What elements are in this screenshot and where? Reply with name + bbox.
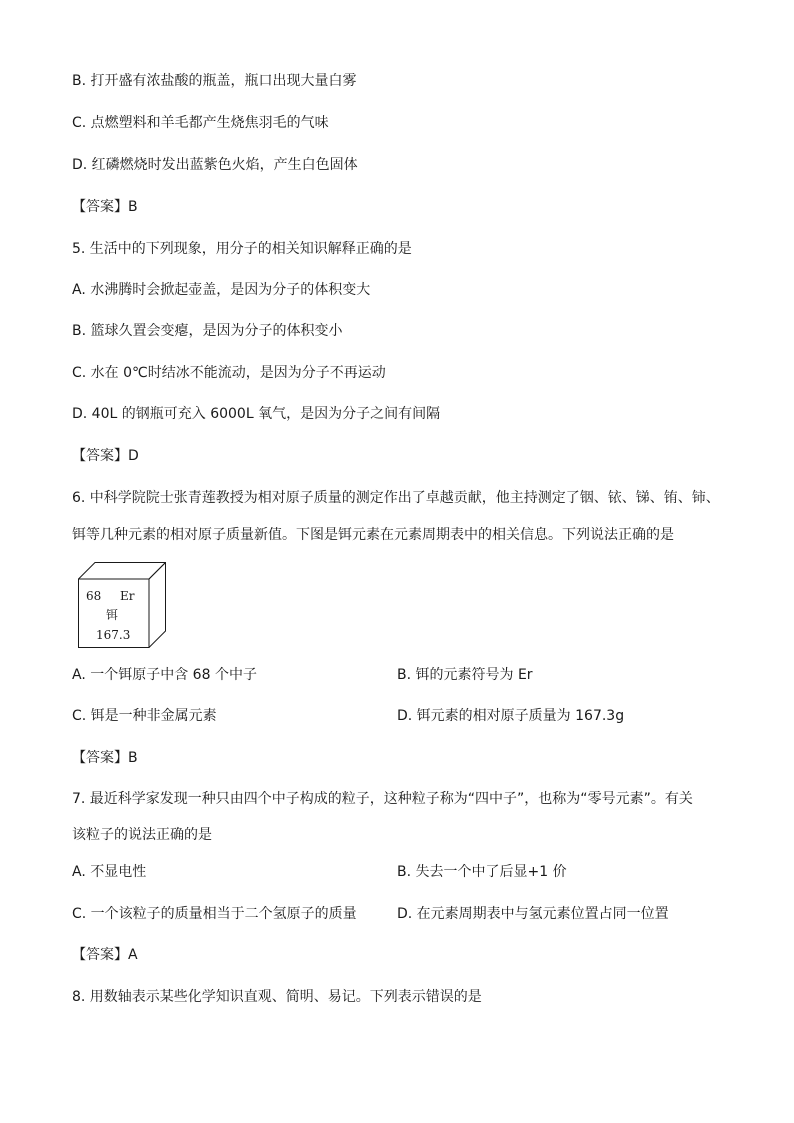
q7-stem-line2: 该粒子的说法正确的是 [72,827,212,843]
element-symbol: Er [120,589,135,603]
q5-option-c: C. 水在 0℃时结冰不能流动，是因为分子不再运动 [72,365,386,381]
answer-value: A [128,947,138,963]
q6-option-b: B. 铒的元素符号为 Er [397,667,533,683]
cube-top-face [79,563,166,580]
q5-stem: 5. 生活中的下列现象，用分子的相关知识解释正确的是 [72,241,412,257]
q8-stem: 8. 用数轴表示某些化学知识直观、简明、易记。下列表示错误的是 [72,989,482,1005]
answer-label: 【答案】 [72,448,128,464]
q6-stem-line1: 6. 中科学院院士张青莲教授为相对原子质量的测定作出了卓越贡献，他主持测定了铟、铱、锑、铕、铈、 [72,490,720,506]
q5-answer [72,446,139,466]
element-atomic-number: 68 [86,589,102,603]
q4-answer [72,197,138,217]
periodic-table-cell [78,562,166,648]
q6-option-d: D. 铒元素的相对原子质量为 167.3g [397,708,625,724]
element-mass: 167.3 [96,628,131,642]
q6-answer [72,748,138,768]
q7-answer [72,945,138,965]
q4-option-c: C. 点燃塑料和羊毛都产生烧焦羽毛的气味 [72,115,329,131]
q6-option-a: A. 一个铒原子中含 68 个中子 [72,667,257,683]
q5-option-a: A. 水沸腾时会掀起壶盖，是因为分子的体积变大 [72,282,371,298]
answer-label: 【答案】 [72,199,128,215]
q7-stem-line1: 7. 最近科学家发现一种只由四个中子构成的粒子，这种粒子称为“四中子”，也称为“零号元素”。有关 [72,791,693,807]
q4-option-d: D. 红磷燃烧时发出蓝紫色火焰，产生白色固体 [72,157,358,173]
cube-right-face [149,563,166,648]
q7-option-b: B. 失去一个中了后显+1 价 [397,864,567,880]
q7-option-c: C. 一个该粒子的质量相当于二个氢原子的质量 [72,906,357,922]
answer-value: D [128,448,139,464]
q7-option-d: D. 在元素周期表中与氢元素位置占同一位置 [397,906,669,922]
q6-stem-line2: 铒等几种元素的相对原子质量新值。下图是铒元素在元素周期表中的相关信息。下列说法正确的是 [72,527,674,543]
q6-option-c: C. 铒是一种非金属元素 [72,708,217,724]
q4-option-b: B. 打开盛有浓盐酸的瓶盖，瓶口出现大量白雾 [72,73,357,89]
answer-value: B [128,750,138,766]
q5-option-b: B. 篮球久置会变瘪，是因为分子的体积变小 [72,323,343,339]
answer-label: 【答案】 [72,947,128,963]
answer-label: 【答案】 [72,750,128,766]
q5-option-d: D. 40L 的钢瓶可充入 6000L 氧气，是因为分子之间有间隔 [72,406,441,422]
answer-value: B [128,199,138,215]
element-name: 铒 [106,608,119,622]
q7-option-a: A. 不显电性 [72,864,147,880]
